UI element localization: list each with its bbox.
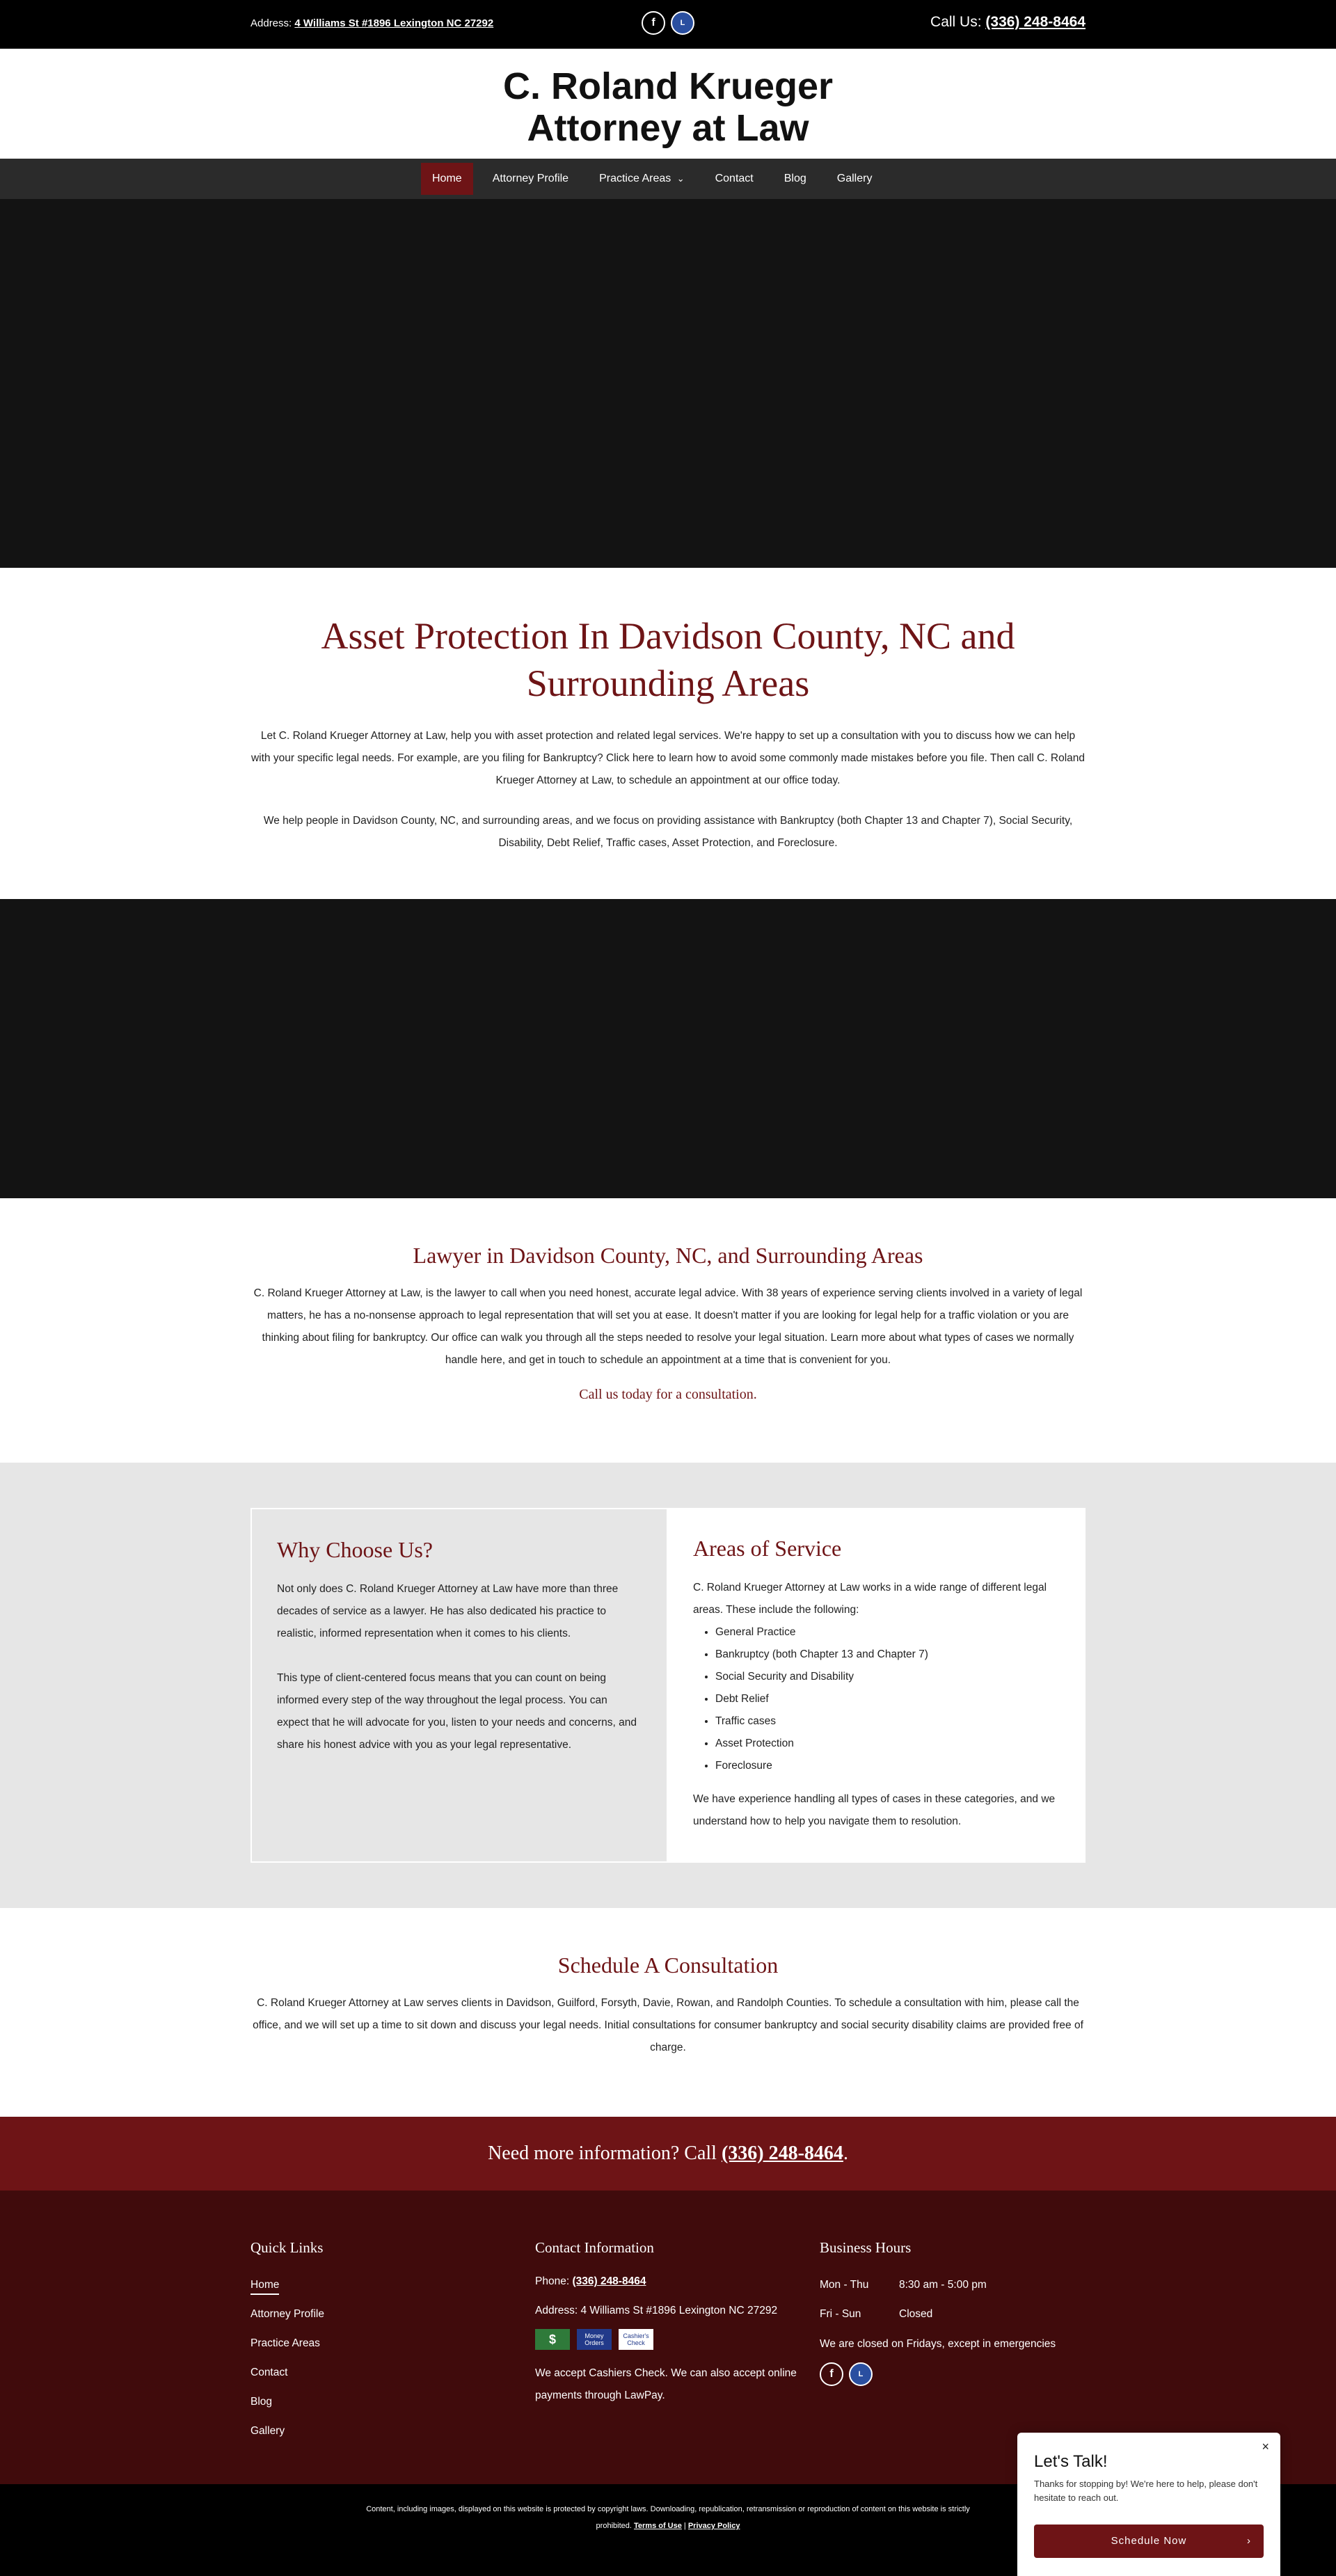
nav-item-practice-areas[interactable] xyxy=(588,163,696,195)
hours-days: Mon - Thu xyxy=(820,2279,869,2291)
schedule-now-label: Schedule Now xyxy=(1111,2535,1187,2547)
nav-item-contact[interactable]: Contact xyxy=(715,173,754,184)
logo-line-1: C. Roland Krueger xyxy=(502,65,834,107)
list-item: • Asset Protection xyxy=(715,1733,1060,1755)
phone-link[interactable]: (336) 248-8464 xyxy=(985,14,1086,30)
call-cta: Call us today for a consultation. xyxy=(579,1387,757,1402)
money-orders-icon: Money Orders xyxy=(577,2329,612,2350)
info-cta-text: Need more information? Call xyxy=(488,2142,717,2164)
lawyers-icon[interactable]: L xyxy=(671,11,694,35)
schedule-now-button[interactable] xyxy=(1034,2525,1264,2558)
nav-item-gallery[interactable]: Gallery xyxy=(836,173,873,184)
nav-item-attorney-profile[interactable]: Attorney Profile xyxy=(492,173,569,184)
hours-note: We are closed on Fridays, except in emergencies xyxy=(820,2338,1056,2350)
legal-text-end: prohibited. xyxy=(596,2522,632,2530)
areas-title: Areas of Service xyxy=(693,1536,842,1561)
payment-icons xyxy=(535,2329,800,2350)
schedule-paragraph: C. Roland Krueger Attorney at Law serves clients in Davidson, Guilford, Forsyth, Davie, Rowan, and Randolph Counties. To schedule a consultation with him, please call the office, and we will set up a time to sit down and discuss your legal needs. Initial consultations for consumer bankruptcy and social security disability claims are provided free of charge. xyxy=(253,1997,1083,2053)
footer-address: Address: 4 Williams St #1896 Lexington NC 27292 xyxy=(535,2305,778,2316)
address-label: Address: xyxy=(250,17,292,29)
hero-banner xyxy=(0,199,1336,568)
address-link[interactable]: 4 Williams St #1896 Lexington NC 27292 xyxy=(294,17,494,29)
chevron-down-icon: ⌄ xyxy=(676,173,685,184)
footer-link-home[interactable] xyxy=(250,2271,515,2300)
legal-separator: | xyxy=(683,2522,686,2530)
areas-outro: We have experience handling all types of cases in these categories, and we understand how to help you navigate them to resolution. xyxy=(693,1793,1056,1827)
image-band xyxy=(0,899,1336,1198)
why-title: Why Choose Us? xyxy=(277,1537,433,1562)
nav-item-blog[interactable]: Blog xyxy=(784,173,806,184)
lawyer-title: Lawyer in Davidson County, NC, and Surrounding Areas xyxy=(413,1243,923,1268)
top-bar xyxy=(0,0,1336,49)
footer-social-icons xyxy=(820,2362,1084,2386)
page-title: Asset Protection In Davidson County, NC and Surrounding Areas xyxy=(321,615,1015,704)
popup-title: Let's Talk! xyxy=(1034,2452,1108,2471)
chevron-right-icon: › xyxy=(1247,2535,1251,2547)
footer-link-attorney-profile[interactable]: Attorney Profile xyxy=(250,2308,324,2320)
list-item: • Foreclosure xyxy=(715,1755,1060,1777)
why-paragraph-2: This type of client-centered focus means that you can count on being informed every step of the way throughout the legal process. You can expect that he will advocate for you, listen to your needs and concerns, and share his honest advice with you as your legal representative. xyxy=(277,1672,637,1751)
hours-days: Fri - Sun xyxy=(820,2308,861,2320)
privacy-link[interactable]: Privacy Policy xyxy=(687,2522,740,2530)
areas-box xyxy=(668,1508,1086,1863)
nav-item-home[interactable]: Home xyxy=(421,163,473,195)
hours-row xyxy=(820,2271,1084,2300)
social-icons xyxy=(642,11,694,35)
close-icon[interactable]: × xyxy=(1262,2440,1269,2454)
footer-phone-link[interactable]: (336) 248-8464 xyxy=(572,2275,646,2287)
lawyer-paragraph: C. Roland Krueger Attorney at Law, is the lawyer to call when you need honest, accurate legal advice. With 38 years of experience serving clients involved in a variety of legal matters, he has a no-nonsense approach to legal representation that will set you at ease. It doesn't matter if you are looking for legal help for a traffic violation or you are thinking about filing for bankruptcy. Our office can walk you through all the steps needed to resolve your legal situation. Learn more about what types of cases we normally handle here, and get in touch to schedule an appointment at a time that is convenient for you. xyxy=(253,1287,1083,1366)
footer-link-practice-areas[interactable]: Practice Areas xyxy=(250,2337,320,2349)
info-cta-phone[interactable]: (336) 248-8464 xyxy=(721,2142,843,2164)
list-item: • Social Security and Disability xyxy=(715,1666,1060,1688)
hours-time: 8:30 am - 5:00 pm xyxy=(899,2279,987,2291)
site-logo[interactable] xyxy=(0,49,1336,159)
lets-talk-popup xyxy=(1017,2433,1280,2576)
list-item: • Traffic cases xyxy=(715,1710,1060,1733)
footer-link-contact[interactable]: Contact xyxy=(250,2367,288,2378)
cashiers-check-icon: Cashier's Check xyxy=(619,2329,653,2350)
legal-text: Content, including images, displayed on this website is protected by copyright laws. Downloading, republication, retransmission or reproduction of content on this website is strictly xyxy=(366,2505,970,2513)
call-label: Call Us: xyxy=(930,14,982,30)
popup-text: Thanks for stopping by! We're here to help, please don't hesitate to reach out. xyxy=(1034,2479,1258,2503)
quick-links-title: Quick Links xyxy=(250,2239,324,2256)
business-hours xyxy=(820,2239,1084,2386)
info-cta-bar xyxy=(0,2117,1336,2191)
hours-row xyxy=(820,2300,1084,2329)
terms-link[interactable]: Terms of Use xyxy=(633,2522,682,2530)
main-nav xyxy=(0,159,1336,199)
list-item: • Debt Relief xyxy=(715,1688,1060,1710)
list-item: • General Practice xyxy=(715,1621,1060,1644)
quick-links xyxy=(250,2239,515,2446)
info-boxes-section xyxy=(0,1463,1336,1908)
areas-list xyxy=(693,1621,1060,1777)
footer-link-gallery[interactable]: Gallery xyxy=(250,2425,285,2437)
nav-item-practice-areas-label: Practice Areas xyxy=(599,173,671,184)
intro-paragraph-1: Let C. Roland Krueger Attorney at Law, help you with asset protection and related legal services. We're happy to set up a consultation with you to discuss how we can help with your specific legal needs. For example, are you filing for Bankruptcy? Click here to learn how to avoid some commonly made mistakes before you file. Then call C. Roland Krueger Attorney at Law, to schedule an appointment at our office today. xyxy=(250,730,1086,786)
lawyers-icon[interactable]: L xyxy=(849,2362,873,2386)
hours-title: Business Hours xyxy=(820,2239,912,2256)
why-choose-box xyxy=(250,1508,668,1863)
schedule-section xyxy=(250,1908,1086,2117)
lawyer-section xyxy=(250,1198,1086,1463)
footer-phone xyxy=(535,2271,800,2293)
footer-link-home-label: Home xyxy=(250,2279,279,2295)
facebook-icon[interactable]: f xyxy=(642,11,665,35)
footer-link-blog[interactable]: Blog xyxy=(250,2396,273,2408)
cash-icon: $ xyxy=(535,2329,570,2350)
logo-line-2: Attorney at Law xyxy=(527,107,809,149)
info-cta-end: . xyxy=(843,2142,848,2164)
why-paragraph-1: Not only does C. Roland Krueger Attorney at Law have more than three decades of service as a lawyer. He has also dedicated his practice to realistic, informed representation when it comes to his clients. xyxy=(277,1583,619,1639)
call-us xyxy=(930,14,1086,31)
intro-section xyxy=(250,568,1086,899)
contact-info xyxy=(535,2239,800,2414)
schedule-title: Schedule A Consultation xyxy=(557,1953,779,1978)
list-item: • Bankruptcy (both Chapter 13 and Chapter 7) xyxy=(715,1644,1060,1666)
facebook-icon[interactable]: f xyxy=(820,2362,843,2386)
intro-paragraph-2: We help people in Davidson County, NC, and surrounding areas, and we focus on providing assistance with Bankruptcy (both Chapter 13 and Chapter 7), Social Security, Disability, Debt Relief, Traffic cases, Asset Protection, and Foreclosure. xyxy=(263,815,1073,849)
payment-text: We accept Cashiers Check. We can also accept online payments through LawPay. xyxy=(535,2367,797,2401)
contact-title: Contact Information xyxy=(535,2239,654,2256)
areas-intro: C. Roland Krueger Attorney at Law works in a wide range of different legal areas. These include the following: xyxy=(693,1582,1047,1616)
hours-time: Closed xyxy=(899,2308,933,2320)
footer-phone-label: Phone: xyxy=(535,2275,570,2287)
address xyxy=(250,17,493,29)
